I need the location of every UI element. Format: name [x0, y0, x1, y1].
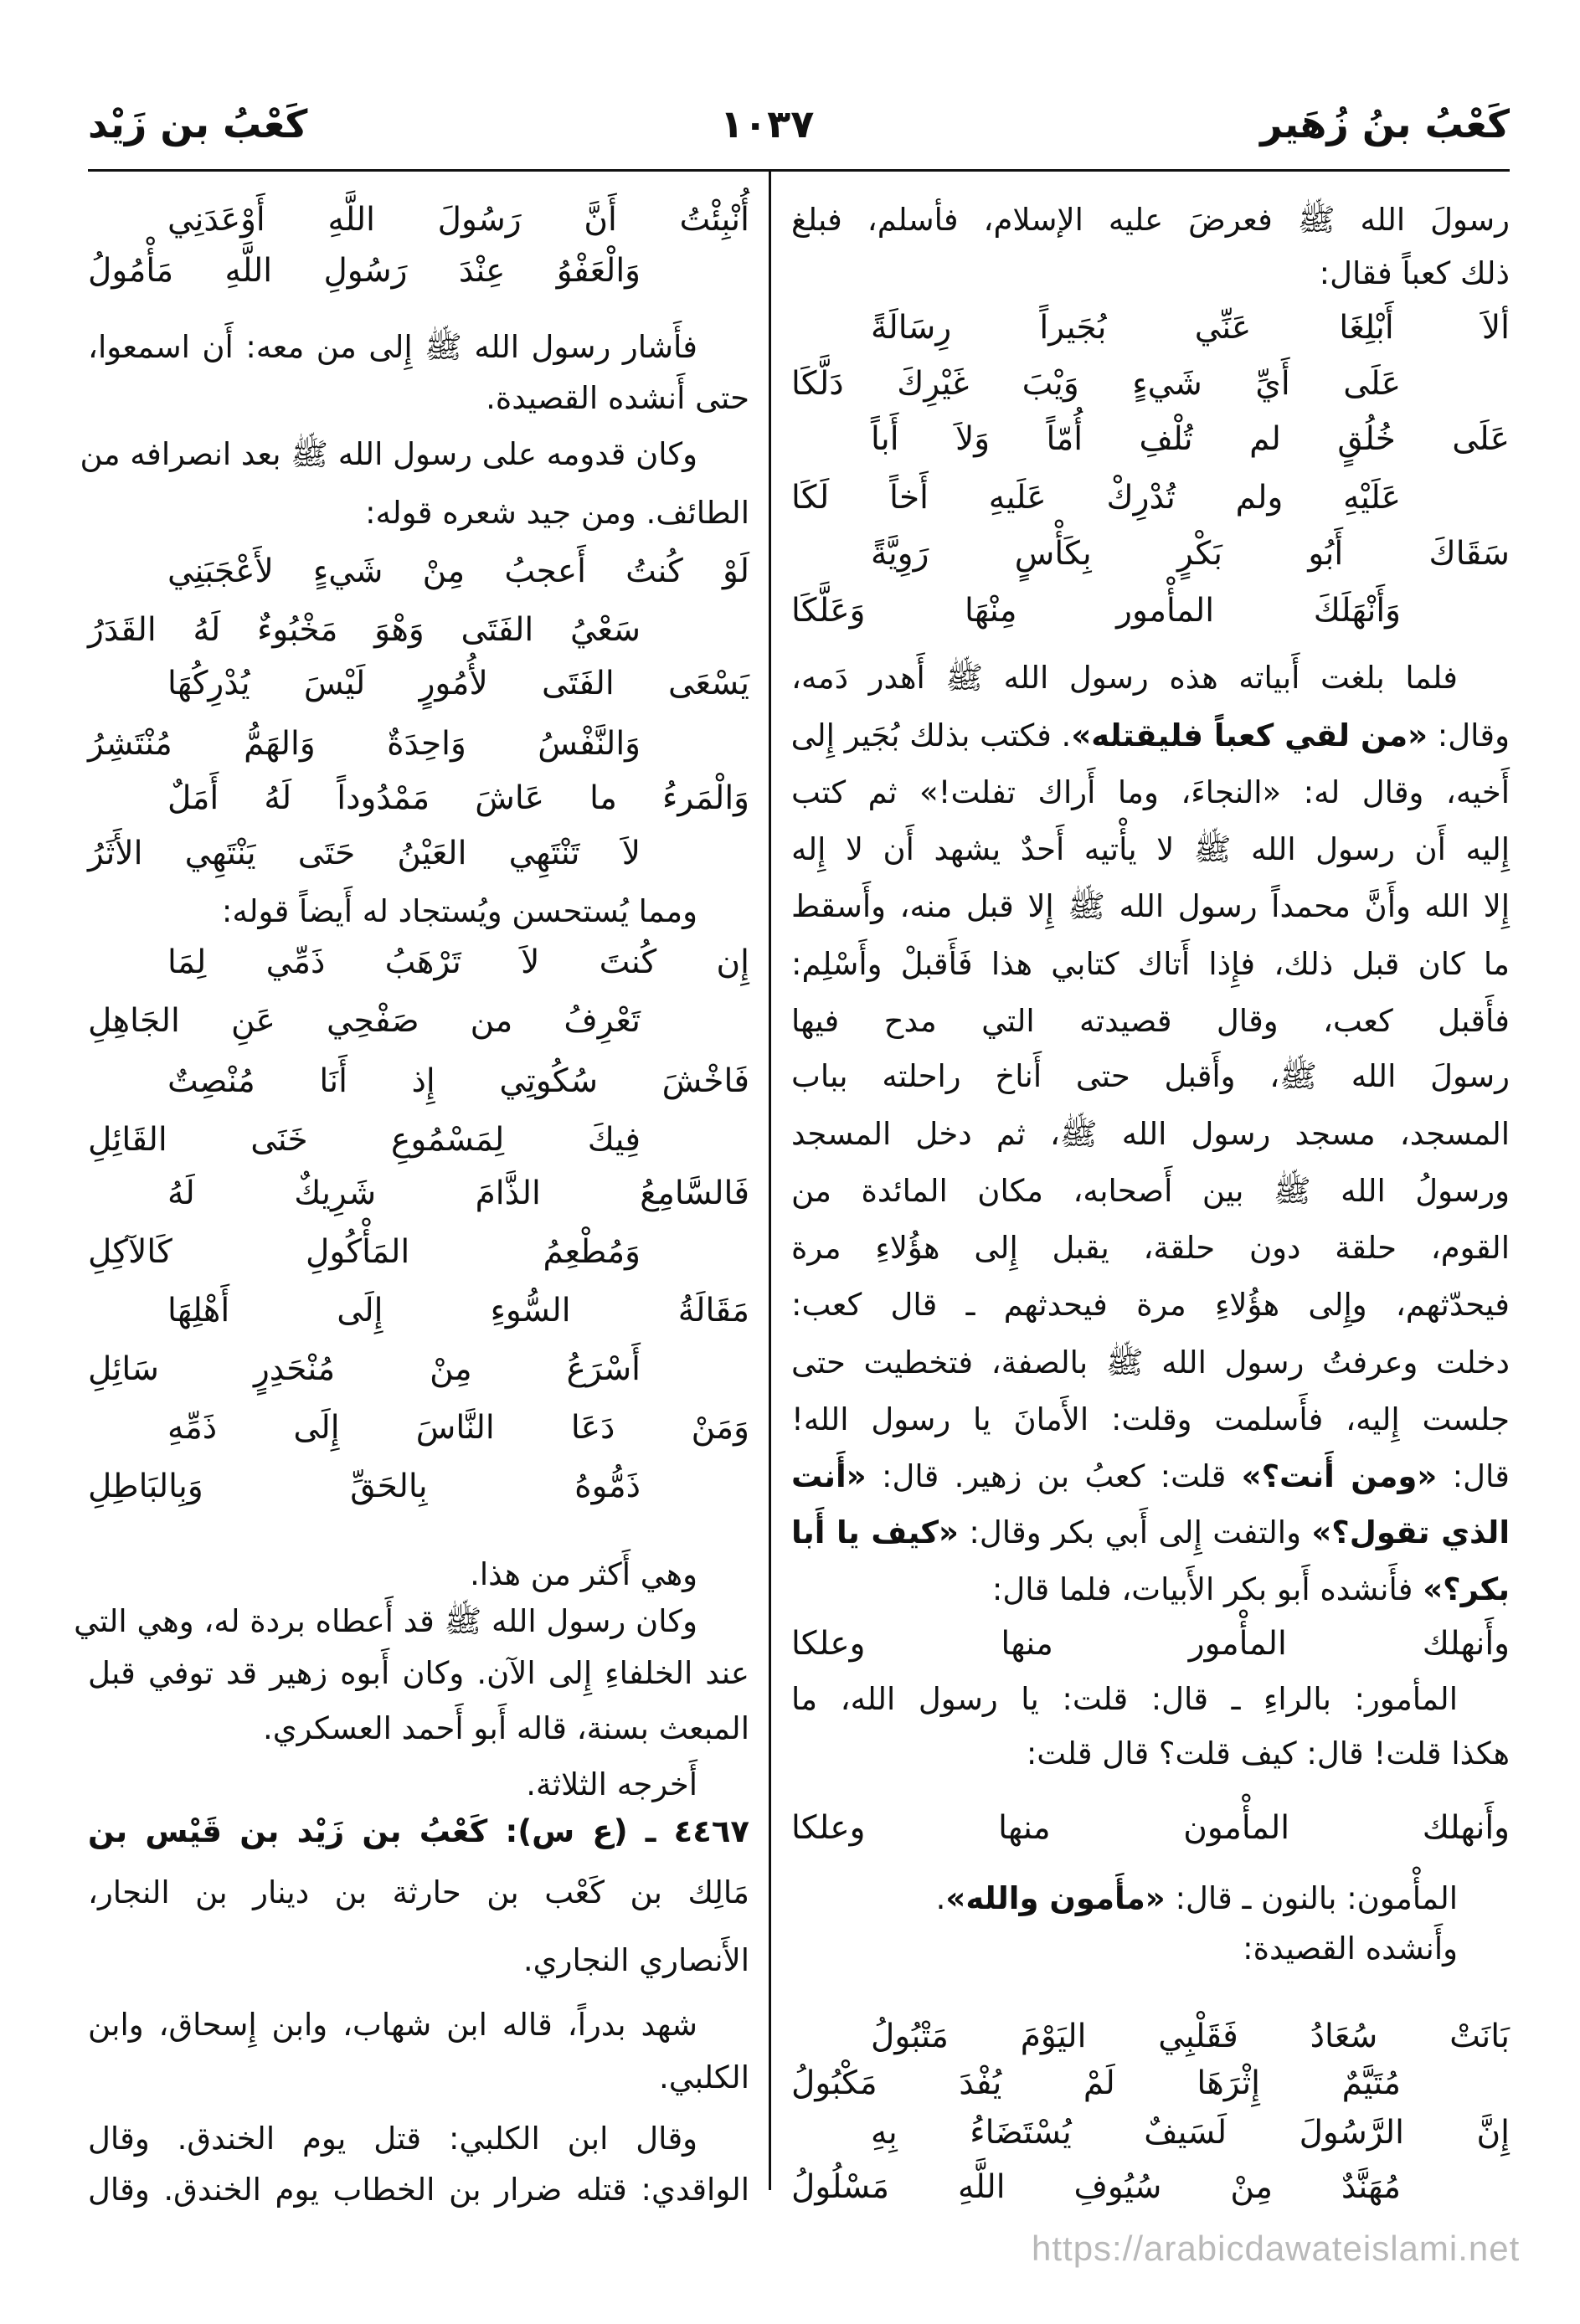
text-segment: . فكتب بذلك بُجَير إِلى	[790, 717, 1072, 753]
verse-line: وَأَنْهَلَكَ المأْمور مِنْهَا وَعَلَّكَا	[791, 591, 1401, 630]
verse-line: لاَ تَنْتَهِي العَيْنُ حَتَى يَنْتَهِي الأَثَرُ	[88, 835, 641, 873]
text-line: رسولَ الله ﷺ فعرضَ عليه الإسلام، فأسلم، فبلغ	[791, 201, 1510, 238]
text-line: ذلك كعباً فقال:	[1319, 255, 1510, 292]
verse-line: أَسْرَعُ مِنْ مُنْحَدِرٍ سَائِلِ	[88, 1350, 641, 1389]
verse-line: وأَنهلك المأْمور منها وعلكا	[791, 1624, 1510, 1663]
text-segment: .	[935, 1880, 946, 1916]
text-line: فلما بلغت أَبياته هذه رسول الله ﷺ أَهدر دَمه،	[791, 660, 1458, 697]
bold-text: «مأَمون والله»	[945, 1880, 1166, 1916]
text-line: رسولَ الله ﷺ، وأَقبل حتى أَناخ راحلته بباب	[791, 1058, 1510, 1095]
bold-text: «أَنت	[791, 1458, 867, 1494]
page-number: ١٠٣٧	[720, 101, 815, 147]
text-line: فأَشار رسول الله ﷺ إِلى من معه: أَن اسمعوا،	[88, 328, 697, 365]
text-line: ما كان قبل ذلك، فإِذا أَتاك كتابي هذا فَأَقبلْ وأَسْلِم:	[791, 945, 1510, 982]
text-line: وكان قدومه على رسول الله ﷺ بعد انصرافه من	[80, 435, 697, 472]
text-line: أَخرجه الثلاثة.	[526, 1766, 697, 1802]
verse-line: عَلَيْهِ ولم تُدْرِكْ عَلَيهِ أَخاً لَكَا	[791, 479, 1401, 517]
right-column	[791, 0, 1510, 2324]
text-segment: قلت: كعبُ بن زهير. قال:	[866, 1458, 1242, 1494]
verse-line: سَعْيُ الفَتَى وَهْوَ مَخْبُوءٌ لَهُ القَدَرُ	[88, 610, 641, 649]
text-line: ومما يُستحسن ويُستجاد له أَيضاً قوله:	[221, 892, 697, 929]
bold-text: بكر؟»	[1423, 1571, 1510, 1607]
verse-line: تَعْرِفُ من صَفْحِي عَنِ الجَاهِلِ	[88, 1001, 641, 1040]
text-line: دخلت وعرفتُ رسول الله ﷺ بالصفة، فتخطيت حتى	[791, 1344, 1510, 1381]
text-line: وقال ابن الكلبي: قتل يوم الخندق. وقال	[88, 2121, 697, 2157]
verse-line: عَلَى أَيِّ شَيءٍ وَيْبَ غَيْرِكَ دَلَّكَا	[791, 364, 1401, 403]
verse-line: وأَنهلك المأْمون منها وعلكا	[791, 1809, 1510, 1847]
text-line: ورسولُ الله ﷺ بين أَصحابه، مكان المائدة من	[791, 1172, 1510, 1209]
text-line: جلست إِليه، فأَسلمت وقلت: الأَمانَ يا رسول الله!	[791, 1401, 1510, 1437]
verse-line: مُهَنَّدٌ مِنْ سُيُوفِ اللَّهِ مَسْلُولُ	[791, 2167, 1401, 2206]
bold-text: «من لقي كعباً فليقتله»	[1071, 717, 1428, 753]
text-line: الكلبي.	[658, 2059, 749, 2095]
verse-line: وَمَنْ دَعَا النَّاسَ إِلَى ذَمِّهِ	[167, 1409, 749, 1447]
verse-line: يَسْعَى الفَتَى لأُمُورٍ لَيْسَ يُدْرِكُهَا	[167, 665, 749, 703]
verse-line: لَوْ كُنتُ أَعجبُ مِنْ شَيءٍ لأَعْجَبَنِي	[167, 552, 749, 590]
bold-text: «ومن أَنت؟»	[1241, 1458, 1438, 1494]
verse-line: أُنْبِئْتُ أَنَّ رَسُولَ اللَّهِ أَوْعَدَنِي	[167, 200, 749, 239]
text-line: الأَنصاري النجاري.	[522, 1941, 749, 1978]
verse-line: فِيكَ لِمَسْمُوعِ خَنَى القَائِلِ	[88, 1120, 641, 1159]
left-column	[74, 0, 749, 2324]
verse-line: وَالْمَرءُ ما عَاشَ مَمْدُوداً لَهُ أَمَلٌ	[167, 779, 749, 817]
verse-line: وَالنَّفْسُ وَاحِدَةٌ وَالهَمُّ مُنْتَشِرُ	[88, 725, 641, 763]
verse-line: ذَمُّوهُ بِالحَقِّ وَبِالبَاطِلِ	[88, 1468, 641, 1506]
text-line	[791, 1508, 1510, 1558]
text-line: وأَنشده القصيدة:	[1243, 1930, 1458, 1967]
running-head-left: كَعْبُ بن زَيْد	[88, 101, 308, 147]
text-line: مَالِك بن كَعْب بن حارثة بن دينار بن النجار،	[88, 1874, 749, 1910]
text-line: إِلا الله وأَنَّ محمداً رسول الله ﷺ إِلا قبل منه، وأَسقط	[791, 888, 1510, 925]
text-line: وهي أَكثر من هذا.	[470, 1556, 697, 1593]
text-line: القوم، حلقة دون حلقة، يقبل إِلى هؤُلاءِ مرة	[791, 1230, 1510, 1266]
verse-line: وَالْعَفْوُ عِنْدَ رَسُولِ اللَّهِ مَأْمُولُ	[88, 251, 641, 290]
text-line: المأمور: بالراءِ ـ قال: قلت: يا رسول الله، ما	[791, 1681, 1458, 1717]
text-line	[791, 1874, 1510, 1924]
text-segment: فأَنشده أَبو بكر الأَبيات، فلما قال:	[991, 1571, 1423, 1607]
verse-line: وَمُطْعِمُ المَأْكُولِ كَالآكِلِ	[88, 1233, 641, 1272]
bold-text: الذي تقول؟»	[1311, 1514, 1510, 1550]
verse-line: إِنَّ الرَّسُولَ لَسَيفٌ يُسْتَضَاءُ بِهِ	[871, 2114, 1510, 2152]
text-segment: المأْمون: بالنون ـ قال:	[1165, 1880, 1458, 1916]
watermark-url: https://arabicdawateislami.net	[1032, 2229, 1521, 2268]
text-line: المسجد، مسجد رسول الله ﷺ، ثم دخل المسجد	[791, 1115, 1510, 1152]
text-line: وكان رسول الله ﷺ قد أَعطاه بردة له، وهي التي	[74, 1603, 697, 1640]
text-line: حتى أَنشده القصيدة.	[486, 380, 749, 416]
text-segment: قال:	[1437, 1458, 1510, 1494]
verse-line: ألاَ أَبْلِغَا عَنِّي بُجَيراً رِسَالَةً	[871, 309, 1510, 347]
text-line: فيحدّثهم، وإِلى هؤُلاءِ مرة فيحدثهم ـ قال كعب:	[791, 1287, 1510, 1324]
text-line	[88, 1807, 749, 1857]
verse-line: سَقَاكَ أَبُو بَكْرٍ بِكَأْسٍ رَوِيَّةً	[871, 534, 1510, 573]
verse-line: مَقَالَةُ السُّوءِ إِلَى أَهْلِهَا	[167, 1292, 749, 1330]
text-line: الطائف. ومن جيد شعره قوله:	[365, 494, 749, 531]
verse-line: بَانَتْ سُعَادُ فَقَلْبِي اليَوْمَ مَتْبُولُ	[871, 2017, 1510, 2055]
verse-line: فَاخْشَ سُكُوتِي إِذ أَنَا مُنْصِتٌ	[167, 1062, 749, 1100]
running-head-right: كَعْبُ بنُ زُهَير	[1260, 101, 1510, 147]
text-line: أَخيه، وقال له: «النجاءَ، وما أَراك تفلت!» ثم كتب	[791, 774, 1510, 810]
bold-text: ٤٤٦٧ ـ (ع س): كَعْبُ بن زَيْد بن قَيْس بن	[88, 1812, 749, 1849]
text-line	[791, 1565, 1510, 1615]
verse-line: مُتَيَّمٌ إِثْرَهَا لَمْ يُفْدَ مَكْبُولُ	[791, 2064, 1401, 2102]
verse-line: عَلَى خُلُقٍ لم تُلْفِ أُمّاً وَلاَ أَباً	[871, 420, 1510, 458]
text-line: الواقدي: قتله ضرار بن الخطاب يوم الخندق. وقال	[88, 2172, 749, 2208]
text-line: هكذا قلت! قال: كيف قلت؟ قال قلت:	[1026, 1735, 1510, 1771]
column-divider	[769, 171, 771, 2190]
text-line	[791, 1452, 1510, 1502]
text-line	[791, 711, 1510, 761]
verse-line: إِن كُنتَ لاَ تَرْهَبُ ذَمِّي لِمَا	[167, 943, 749, 981]
text-segment: والتفت إِلى أَبي بكر وقال:	[958, 1514, 1312, 1550]
text-line: شهد بدراً، قاله ابن شهاب، وابن إِسحاق، وابن	[88, 2006, 697, 2043]
text-segment: وقال:	[1428, 717, 1510, 753]
text-line: إِليه أَن رسول الله ﷺ لا يأْتيه أَحدٌ يشهد أَن لا إِله	[791, 831, 1510, 867]
text-line: عند الخلفاءِ إِلى الآن. وكان أَبوه زهير قد توفي قبل	[88, 1654, 749, 1691]
verse-line: فَالسَّامِعُ الذَّامَ شَرِيكٌ لَهُ	[167, 1175, 749, 1213]
text-line: فأَقبل كعب، وقال قصيدته التي مدح فيها	[791, 1002, 1510, 1039]
text-line: المبعث بسنة، قاله أَبو أَحمد العسكري.	[262, 1710, 749, 1746]
bold-text: «كيف يا أَبا	[791, 1514, 959, 1550]
